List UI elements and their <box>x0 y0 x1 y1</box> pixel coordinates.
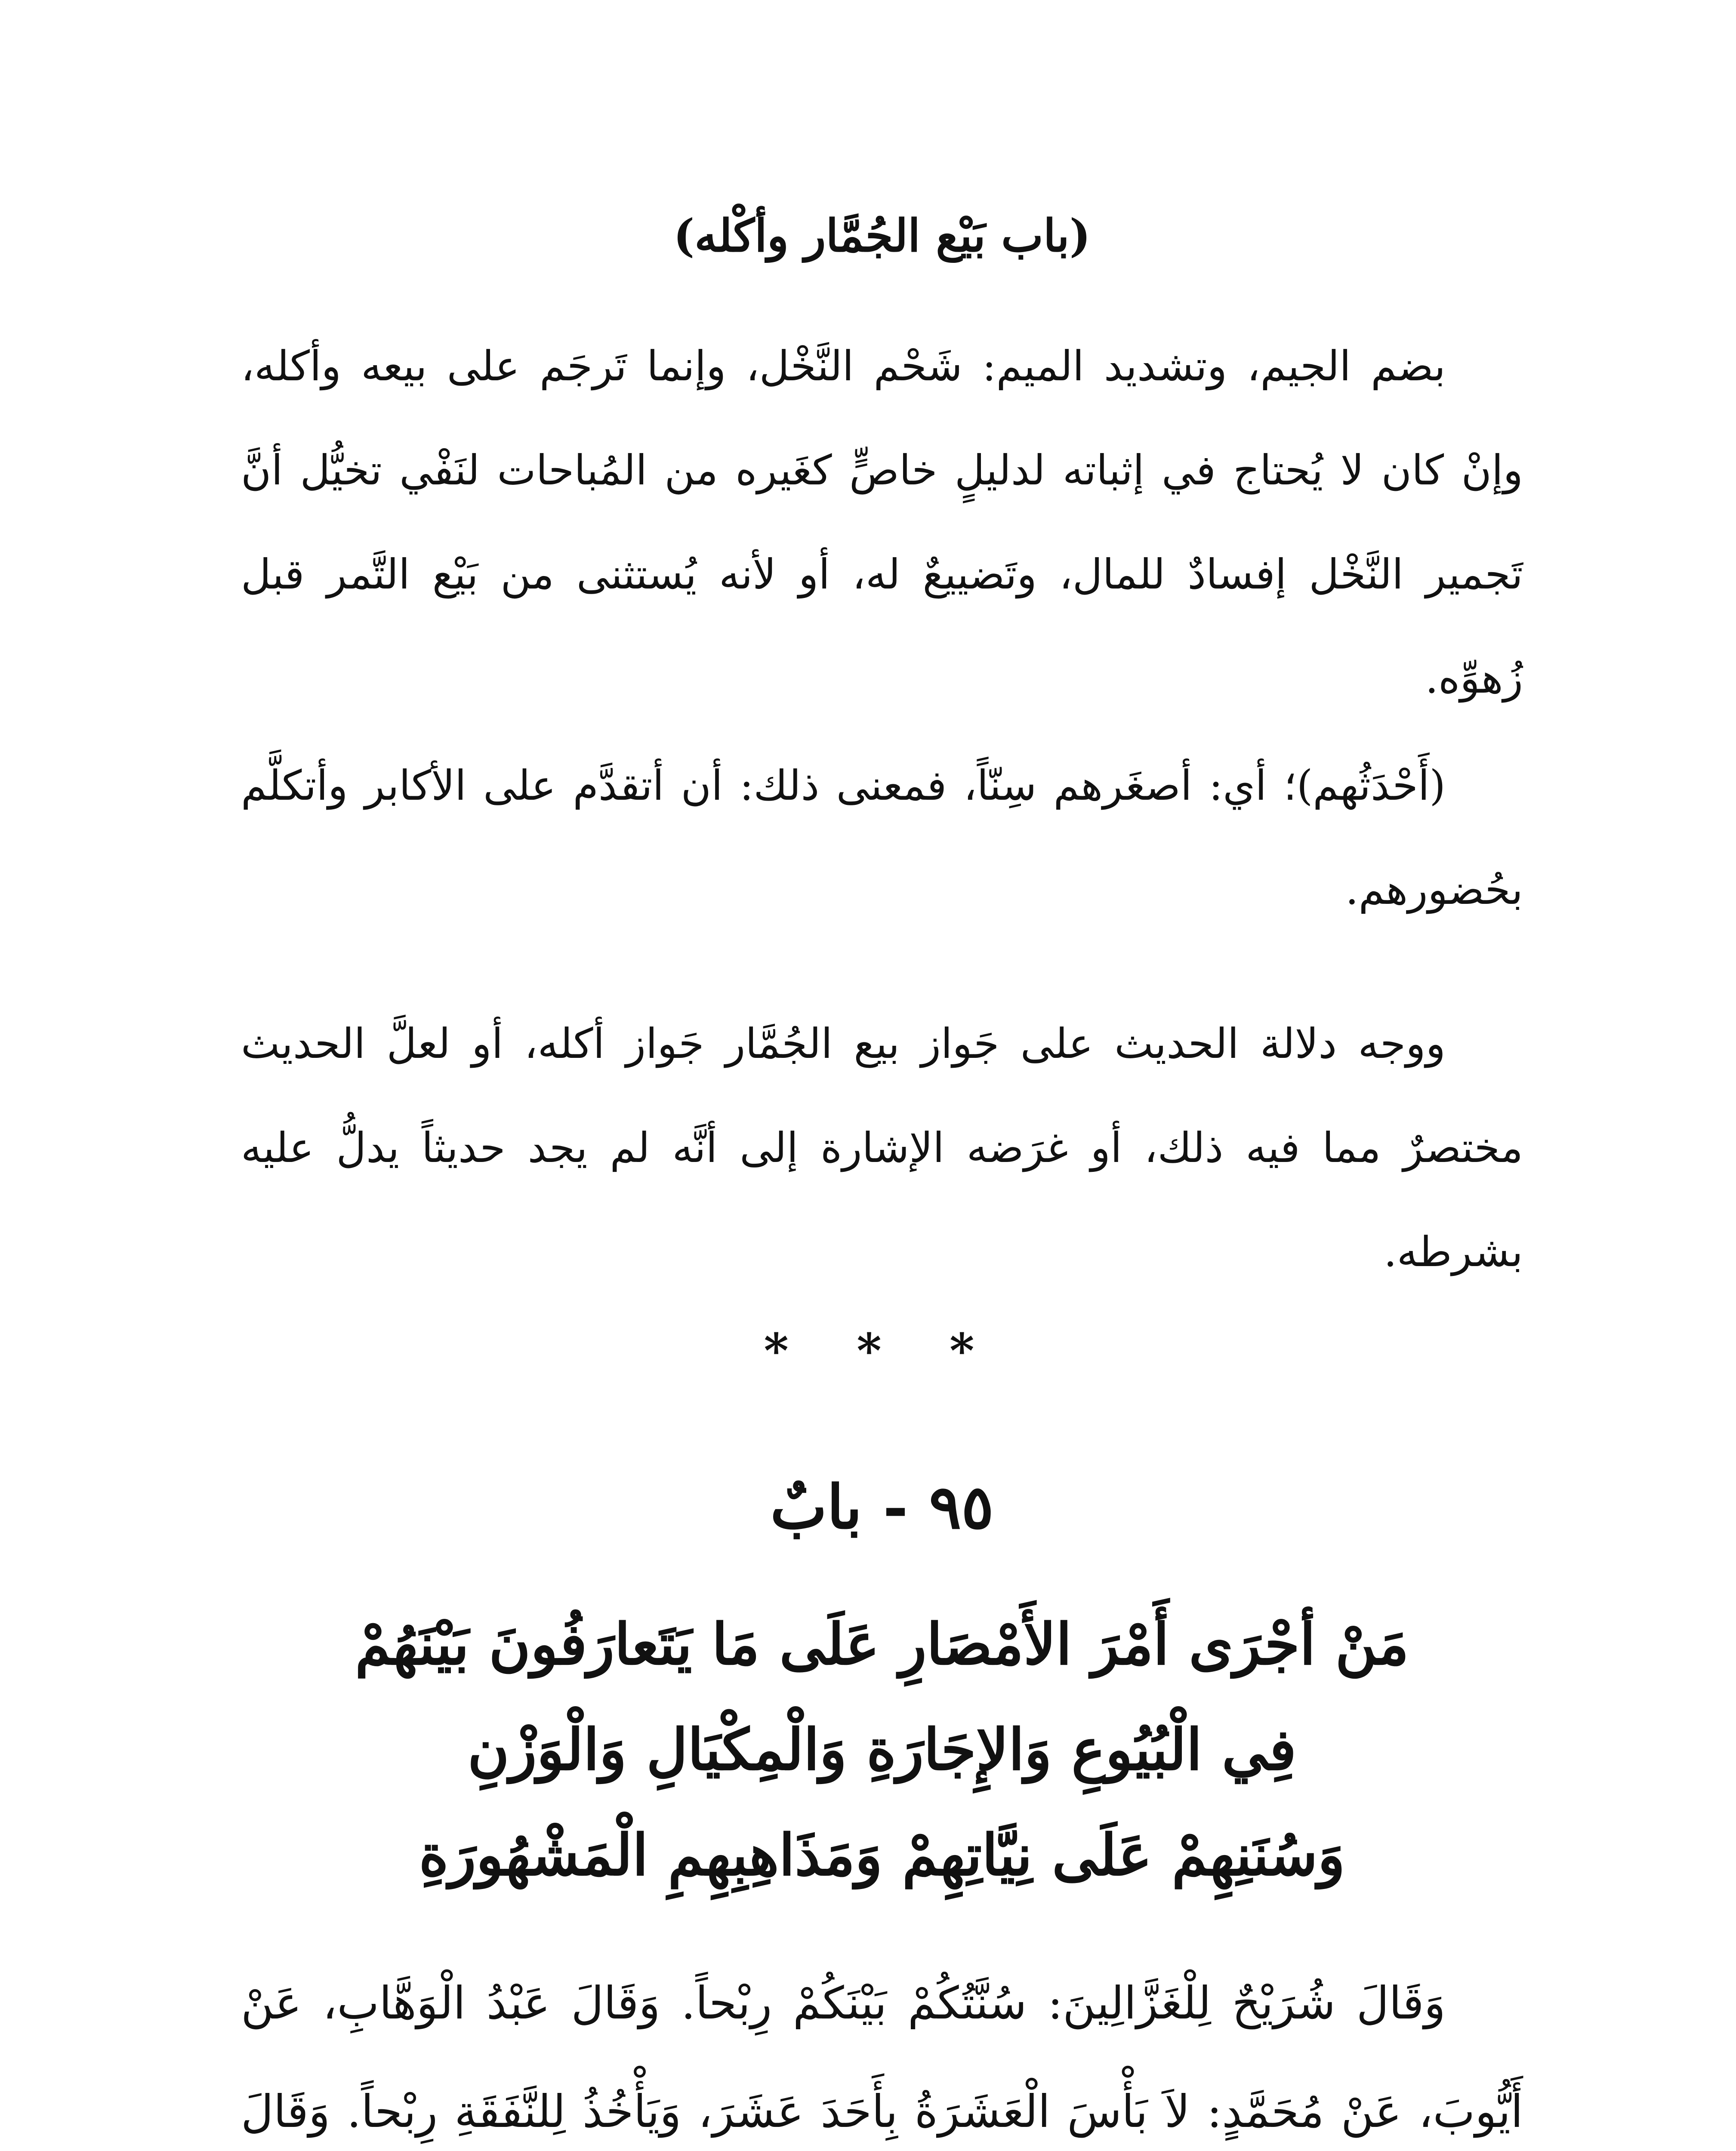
hadith-text <box>241 1949 1523 2151</box>
chapter-title-line-3: وَسُنَنِهِمْ عَلَى نِيَّاتِهِمْ وَمَذَاهِبِهِمِ الْمَشْهُورَةِ <box>419 1822 1345 1889</box>
section-heading: (باب بَيْع الجُمَّار وأكْله) <box>673 209 1091 262</box>
chapter-title <box>241 1592 1523 1908</box>
chapter-number: ٩٥ - بابٌ <box>770 1472 994 1543</box>
commentary-paragraph-3-text: ووجه دلالة الحديث على جَواز بيع الجُمَّار جَواز أكله، أو لعلَّ الحديث مختصرٌ مما فيه ذلك، أو غرَضه الإشارة إلى أنَّه لم يجد حديثاً يدلُّ عليه بشرطه. <box>241 1020 1523 1276</box>
commentary-paragraph-1-text: بضم الجيم، وتشديد الميم: شَحْم النَّخْل، وإنما تَرجَم على بيعه وأكله، وإنْ كان لا يُحتاج في إثباته لدليلٍ خاصٍّ كغَيره من المُباحات لنَفْي تخيُّل أنَّ تَجمير النَّخْل إفسادٌ للمال، وتَضييعٌ له، أو لأنه يُستثنى من بَيْع التَّمر قبل زُهوِّه. <box>241 342 1523 703</box>
chapter-title-line-1: مَنْ أجْرَى أَمْرَ الأَمْصَارِ عَلَى مَا يَتَعارَفُونَ بَيْنَهُمْ <box>355 1611 1409 1678</box>
commentary-paragraph-2-text: (أَحْدَثُهم)؛ أي: أصغَرهم سِنّاً، فمعنى ذلك: أن أتقدَّم على الأكابر وأتكلَّم بحُضورهم. <box>241 761 1523 914</box>
commentary-paragraph-3 <box>241 992 1523 1304</box>
book-page <box>241 0 1523 2151</box>
commentary-paragraph-2 <box>241 733 1523 942</box>
chapter-title-line-2: فِي الْبُيُوعِ وَالإِجَارَةِ وَالْمِكْيَالِ وَالْوَزْنِ <box>467 1716 1297 1783</box>
hadith-text-body: وَقَالَ شُرَيْحٌ لِلْغَزَّالِينَ: سُنَّتُكُمْ بَيْنَكُمْ رِبْحاً. وَقَالَ عَبْدُ الْوَهَّابِ، عَنْ أَيُّوبَ، عَنْ مُحَمَّدٍ: لاَ بَأْسَ الْعَشَرَةُ بِأَحَدَ عَشَرَ، وَيَأْخُذُ لِلنَّفَقَةِ رِبْحاً. وَقَالَ <box>241 1977 1523 2138</box>
section-divider: * * * <box>764 1323 1000 1378</box>
commentary-paragraph-1 <box>241 314 1523 730</box>
